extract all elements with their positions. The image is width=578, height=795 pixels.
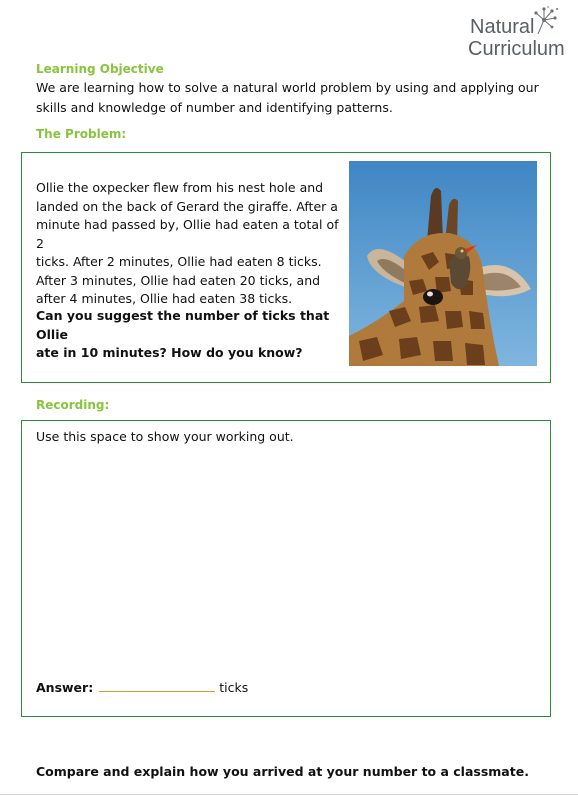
answer-label: Answer: xyxy=(36,680,94,695)
natural-curriculum-logo xyxy=(466,6,578,62)
objective-line-1: We are learning how to solve a natural world problem by using and applying our xyxy=(36,80,539,95)
objective-line-2: skills and knowledge of number and identifying patterns. xyxy=(36,100,393,115)
problem-line: After 3 minutes, Ollie had eaten 20 ticks, and xyxy=(36,272,321,288)
question-line: ate in 10 minutes? How do you know? xyxy=(36,345,303,360)
problem-line: ticks. After 2 minutes, Ollie had eaten 8 ticks. xyxy=(36,254,322,269)
problem-line: landed on the back of Gerard the giraffe. After a xyxy=(36,198,338,214)
footer-instruction: Compare and explain how you arrived at your number to a classmate. xyxy=(36,764,529,779)
dandelion-icon xyxy=(530,6,560,34)
question-line: Can you suggest the number of ticks that Ollie xyxy=(36,308,330,342)
answer-blank[interactable] xyxy=(99,681,215,692)
recording-heading: Recording: xyxy=(36,398,110,412)
recording-instruction: Use this space to show your working out. xyxy=(36,429,294,444)
problem-heading: The Problem: xyxy=(36,127,127,141)
logo-line-natural: Natural xyxy=(470,16,535,38)
problem-line: after 4 minutes, Ollie had eaten 38 ticks. xyxy=(36,291,293,306)
problem-text xyxy=(36,179,341,309)
recording-box[interactable] xyxy=(21,420,551,717)
answer-unit: ticks xyxy=(219,680,249,695)
problem-line: Ollie the oxpecker flew from his nest hole and xyxy=(36,180,324,195)
problem-line: minute had passed by, Ollie had eaten a total of 2 xyxy=(36,217,339,251)
logo-line-curriculum: Curriculum xyxy=(468,38,565,60)
answer-row xyxy=(36,680,248,695)
learning-objective-heading: Learning Objective xyxy=(36,62,164,76)
giraffe-oxpecker-photo xyxy=(349,161,537,366)
problem-question xyxy=(36,307,341,363)
